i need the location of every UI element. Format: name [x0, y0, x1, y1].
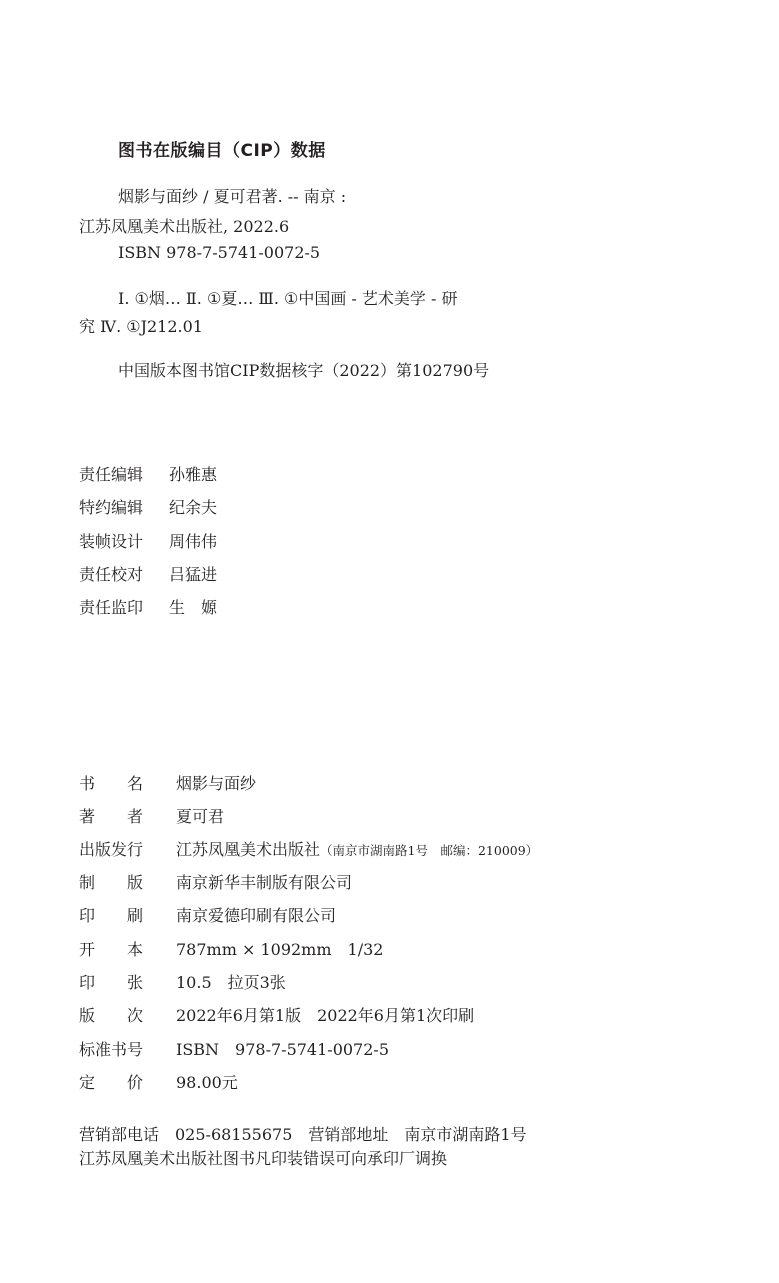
pub-label: 制 版: [79, 873, 144, 892]
credit-label: 特约编辑: [79, 498, 144, 517]
pub-label: 开 本: [79, 940, 144, 959]
credit-value: 孙雅惠: [169, 465, 218, 484]
pub-value: 98.00元: [176, 1073, 238, 1092]
cip-line-publisher: 江苏凤凰美术出版社, 2022.6: [79, 217, 290, 236]
pub-row: [79, 806, 224, 828]
pub-row: [79, 872, 352, 894]
credit-row: [79, 464, 217, 486]
cip-line-title-author: 烟影与面纱 / 夏可君著. -- 南京 :: [118, 187, 347, 206]
pub-row: [79, 839, 538, 862]
marketing-contact: 营销部电话 025-68155675 营销部地址 南京市湖南路1号: [79, 1125, 527, 1144]
pub-value: 夏可君: [176, 807, 225, 826]
credit-row: [79, 597, 217, 619]
credit-label: 装帧设计: [79, 532, 144, 551]
pub-row: [79, 939, 383, 961]
credit-value: 周伟伟: [169, 532, 218, 551]
credit-value: 纪余夫: [169, 498, 218, 517]
pub-label: 印 刷: [79, 906, 144, 925]
pub-row: [79, 773, 256, 795]
pub-label: 标准书号: [79, 1040, 144, 1059]
pub-value: 2022年6月第1版 2022年6月第1次印刷: [176, 1006, 475, 1025]
cip-line-isbn: ISBN 978-7-5741-0072-5: [118, 243, 321, 262]
pub-value: 南京爱德印刷有限公司: [176, 906, 337, 925]
pub-label: 版 次: [79, 1006, 144, 1025]
cip-title: 图书在版编目（CIP）数据: [118, 141, 326, 161]
pub-value: 787mm × 1092mm 1/32: [176, 940, 384, 959]
pub-value: 南京新华丰制版有限公司: [176, 873, 353, 892]
pub-address-note: （南京市湖南路1号 邮编：210009）: [320, 843, 539, 858]
credit-label: 责任校对: [79, 565, 144, 584]
pub-row: [79, 1005, 474, 1027]
credit-row: [79, 531, 217, 553]
pub-label: 书 名: [79, 774, 144, 793]
credit-value: 吕猛进: [169, 565, 218, 584]
pub-label: 出版发行: [79, 840, 144, 859]
pub-value: 10.5 拉页3张: [176, 973, 286, 992]
pub-label: 印 张: [79, 973, 144, 992]
credit-row: [79, 497, 217, 519]
pub-row: [79, 1072, 238, 1094]
credit-row: [79, 564, 217, 586]
pub-row: [79, 1039, 389, 1061]
exchange-notice: 江苏凤凰美术出版社图书凡印装错误可向承印厂调换: [79, 1149, 448, 1168]
credit-value: 生 嫄: [169, 598, 218, 617]
pub-row: [79, 905, 336, 927]
credit-label: 责任监印: [79, 598, 144, 617]
pub-label: 著 者: [79, 807, 144, 826]
cip-line-classification-cont: 究 Ⅳ. ①J212.01: [79, 317, 203, 336]
pub-value: 烟影与面纱: [176, 774, 257, 793]
pub-value: 江苏凤凰美术出版社: [176, 840, 321, 859]
cip-line-record-number: 中国版本图书馆CIP数据核字（2022）第102790号: [118, 361, 490, 380]
pub-label: 定 价: [79, 1073, 144, 1092]
cip-line-classification: Ⅰ. ①烟… Ⅱ. ①夏… Ⅲ. ①中国画 - 艺术美学 - 研: [118, 289, 458, 308]
credit-label: 责任编辑: [79, 465, 144, 484]
pub-value: ISBN 978-7-5741-0072-5: [176, 1040, 390, 1059]
pub-row: [79, 972, 286, 994]
